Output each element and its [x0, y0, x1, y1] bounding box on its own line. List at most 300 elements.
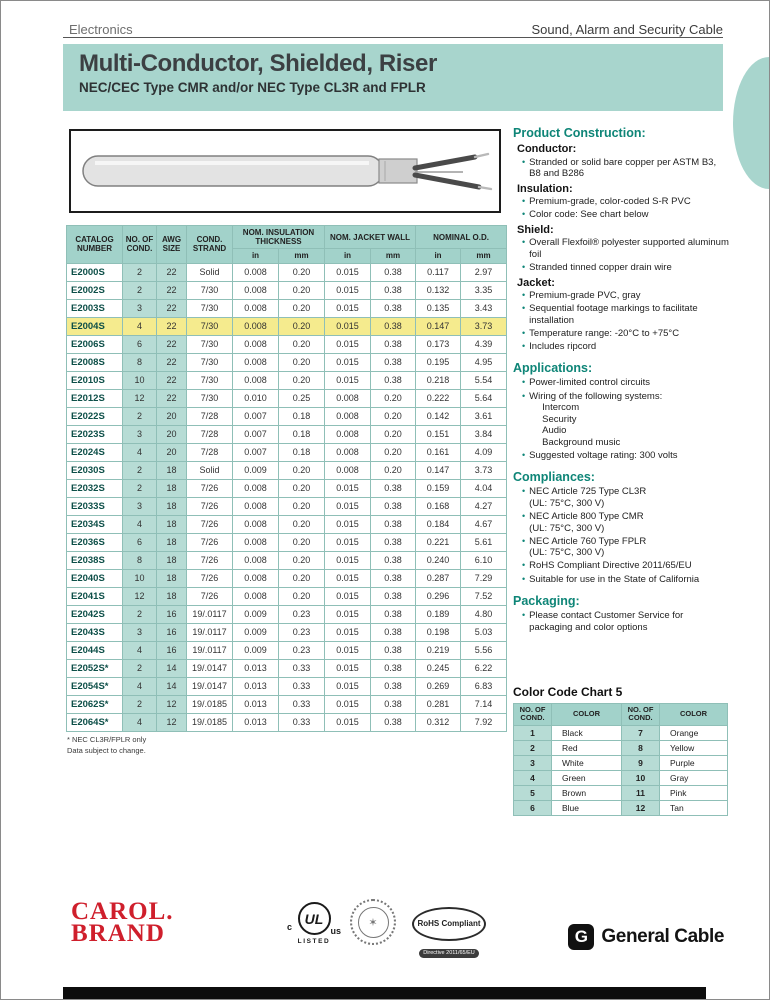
bullet-item	[522, 341, 729, 353]
spec-cell: 7/30	[187, 281, 233, 299]
cond-count-cell: 7	[622, 725, 660, 740]
table-row	[67, 695, 507, 713]
spec-cell: 0.008	[325, 443, 371, 461]
spec-cell: 12	[123, 587, 157, 605]
catalog-number-cell: E2022S	[67, 407, 123, 425]
table-row	[67, 299, 507, 317]
spec-cell: 0.135	[416, 299, 461, 317]
spec-cell: 6	[123, 335, 157, 353]
spec-cell: 0.015	[325, 335, 371, 353]
spec-cell: 20	[157, 443, 187, 461]
rohs-label: RoHS Compliant	[412, 907, 486, 941]
cond-count-cell: 12	[622, 800, 660, 815]
general-cable-icon: G	[568, 924, 594, 950]
spec-cell: 0.008	[233, 281, 279, 299]
color-code-chart	[513, 685, 729, 816]
catalog-number-cell: E2010S	[67, 371, 123, 389]
page-edge-tab	[733, 57, 769, 189]
spec-cell: 8	[123, 551, 157, 569]
table-row	[67, 515, 507, 533]
spec-cell: 4.09	[461, 443, 507, 461]
bullet-icon: •	[522, 340, 526, 351]
spec-cell: 19/.0117	[187, 623, 233, 641]
spec-cell: 0.184	[416, 515, 461, 533]
catalog-number-cell: E2023S	[67, 425, 123, 443]
bullet-icon: •	[522, 511, 526, 522]
spec-cell: 0.20	[279, 587, 325, 605]
bullet-item	[522, 237, 729, 260]
page-header	[63, 17, 723, 38]
color-name-cell: Black	[552, 725, 622, 740]
bullet-icon: •	[522, 610, 526, 621]
table-row	[67, 425, 507, 443]
bullet-subitem: Audio	[542, 425, 567, 437]
spec-cell: 3	[123, 425, 157, 443]
spec-cell: 0.20	[371, 443, 416, 461]
spec-cell: 0.38	[371, 353, 416, 371]
spec-cell: 7/28	[187, 407, 233, 425]
bullet-item	[522, 196, 729, 208]
spec-cell: 0.38	[371, 281, 416, 299]
spec-cell: 7.29	[461, 569, 507, 587]
cable-drawing-icon	[71, 131, 499, 211]
table-row	[67, 335, 507, 353]
spec-cell: 0.015	[325, 353, 371, 371]
spec-cell: 4.04	[461, 479, 507, 497]
spec-cell: 0.38	[371, 659, 416, 677]
spec-cell: 0.20	[279, 551, 325, 569]
spec-cell: 0.20	[279, 281, 325, 299]
bullet-icon: •	[522, 209, 526, 220]
col-header-insulation: NOM. INSULATION THICKNESS	[233, 226, 325, 249]
color-chart-title: Color Code Chart 5	[513, 685, 623, 699]
spec-cell: 0.015	[325, 569, 371, 587]
spec-cell: 0.20	[371, 407, 416, 425]
subcol-mm: mm	[371, 249, 416, 263]
spec-cell: 4	[123, 443, 157, 461]
spec-cell: 19/.0117	[187, 605, 233, 623]
spec-cell: 19/.0185	[187, 713, 233, 731]
bullet-text: NEC Article 800 Type CMR (UL: 75°C, 300 V)	[529, 511, 644, 534]
spec-cell: 0.015	[325, 515, 371, 533]
table-row	[67, 281, 507, 299]
bullet-subitem: Security	[542, 413, 577, 425]
spec-cell: 0.008	[325, 425, 371, 443]
spec-cell: 0.20	[279, 335, 325, 353]
spec-cell: 0.38	[371, 263, 416, 281]
cc-header-color: COLOR	[552, 704, 622, 726]
col-header-strand: COND. STRAND	[187, 226, 233, 264]
color-name-cell: Yellow	[660, 740, 728, 755]
spec-cell: 0.38	[371, 605, 416, 623]
spec-cell: 0.38	[371, 335, 416, 353]
spec-cell: 0.38	[371, 677, 416, 695]
spec-cell: 6	[123, 533, 157, 551]
spec-cell: 0.008	[325, 389, 371, 407]
spec-cell: 0.015	[325, 281, 371, 299]
subcol-in: in	[233, 249, 279, 263]
table-footnotes	[67, 734, 146, 757]
spec-cell: 0.38	[371, 641, 416, 659]
spec-cell: 3.61	[461, 407, 507, 425]
catalog-number-cell: E2012S	[67, 389, 123, 407]
catalog-number-cell: E2006S	[67, 335, 123, 353]
bullet-text: Premium-grade, color-coded S-R PVC	[529, 196, 691, 208]
bullet-item	[522, 560, 729, 572]
spec-cell: 3	[123, 497, 157, 515]
spec-cell: 18	[157, 461, 187, 479]
spec-cell: 7/26	[187, 587, 233, 605]
spec-cell: 0.173	[416, 335, 461, 353]
color-chart-body	[514, 725, 728, 815]
spec-cell: 0.015	[325, 695, 371, 713]
spec-cell: 0.015	[325, 479, 371, 497]
cc-header-color: COLOR	[660, 704, 728, 726]
cable-illustration	[69, 129, 501, 213]
bullet-item	[522, 303, 729, 326]
bullet-icon: •	[522, 237, 526, 248]
spec-cell: Solid	[187, 263, 233, 281]
bullet-text: NEC Article 725 Type CL3R (UL: 75°C, 300 V)	[529, 486, 647, 510]
spec-cell: 0.015	[325, 299, 371, 317]
catalog-number-cell: E2002S	[67, 281, 123, 299]
spec-table-header	[67, 226, 507, 264]
spec-cell: 0.222	[416, 389, 461, 407]
spec-cell: 7/26	[187, 479, 233, 497]
spec-cell: 0.20	[279, 353, 325, 371]
spec-cell: 22	[157, 371, 187, 389]
bullet-item	[522, 610, 729, 633]
cond-count-cell: 11	[622, 785, 660, 800]
header-category-label: Sound, Alarm and Security Cable	[531, 22, 723, 37]
spec-cell: 0.015	[325, 533, 371, 551]
table-row	[67, 407, 507, 425]
table-row	[67, 551, 507, 569]
spec-cell: 4.67	[461, 515, 507, 533]
bullet-item	[522, 377, 729, 389]
spec-cell: 16	[157, 623, 187, 641]
bullet-icon: •	[522, 535, 526, 546]
spec-cell: 0.20	[371, 389, 416, 407]
header-section-label: Electronics	[69, 22, 133, 37]
spec-cell: 7/30	[187, 353, 233, 371]
spec-cell: 0.20	[279, 263, 325, 281]
cc-header-cond: NO. OF COND.	[622, 704, 660, 726]
spec-cell: 0.296	[416, 587, 461, 605]
spec-cell: 2	[123, 281, 157, 299]
spec-cell: 22	[157, 353, 187, 371]
spec-cell: 0.38	[371, 317, 416, 335]
spec-cell: 0.117	[416, 263, 461, 281]
spec-cell: 0.008	[233, 587, 279, 605]
catalog-number-cell: E2052S*	[67, 659, 123, 677]
color-chart-table	[513, 703, 728, 816]
bullet-note: (UL: 75°C, 300 V)	[529, 547, 605, 559]
spec-cell: 4	[123, 677, 157, 695]
table-row	[67, 587, 507, 605]
spec-cell: 7/26	[187, 497, 233, 515]
catalog-number-cell: E2034S	[67, 515, 123, 533]
spec-cell: 7.52	[461, 587, 507, 605]
spec-cell: 0.008	[233, 371, 279, 389]
spec-cell: 19/.0117	[187, 641, 233, 659]
spec-cell: 0.008	[233, 263, 279, 281]
spec-cell: 0.008	[233, 497, 279, 515]
spec-cell: 2	[123, 605, 157, 623]
section-heading: Applications:	[513, 361, 593, 376]
bullet-text: Please contact Customer Service for packaging and color options	[529, 610, 684, 633]
spec-cell: 0.23	[279, 641, 325, 659]
bullet-subitem: Background music	[542, 436, 621, 448]
spec-cell: 18	[157, 587, 187, 605]
catalog-number-cell: E2062S*	[67, 695, 123, 713]
spec-cell: 18	[157, 515, 187, 533]
spec-cell: 2	[123, 695, 157, 713]
catalog-number-cell: E2041S	[67, 587, 123, 605]
bullet-icon: •	[522, 327, 526, 338]
bullet-note: (UL: 75°C, 300 V)	[529, 498, 605, 510]
color-name-cell: Tan	[660, 800, 728, 815]
spec-cell: 0.013	[233, 677, 279, 695]
spec-cell: 0.009	[233, 623, 279, 641]
spec-cell: 0.221	[416, 533, 461, 551]
spec-cell: 7.92	[461, 713, 507, 731]
spec-cell: 6.83	[461, 677, 507, 695]
spec-cell: 3.43	[461, 299, 507, 317]
spec-cell: 0.195	[416, 353, 461, 371]
bullet-icon: •	[522, 303, 526, 314]
spec-cell: 0.009	[233, 641, 279, 659]
catalog-number-cell: E2044S	[67, 641, 123, 659]
spec-cell: 10	[123, 371, 157, 389]
spec-cell: 0.009	[233, 461, 279, 479]
cond-count-cell: 9	[622, 755, 660, 770]
spec-cell: 4	[123, 713, 157, 731]
spec-cell: 0.147	[416, 461, 461, 479]
ul-us-label: us	[330, 926, 341, 936]
spec-cell: 0.008	[233, 533, 279, 551]
col-header-catalog: CATALOG NUMBER	[67, 226, 123, 264]
catalog-number-cell: E2030S	[67, 461, 123, 479]
spec-cell: 12	[123, 389, 157, 407]
spec-cell: 0.25	[279, 389, 325, 407]
bullet-text: NEC Article 760 Type FPLR (UL: 75°C, 300 V)	[529, 535, 647, 559]
spec-cell: 0.015	[325, 713, 371, 731]
spec-cell: 0.015	[325, 263, 371, 281]
section-heading: Product Construction:	[513, 126, 646, 140]
spec-cell: 0.198	[416, 623, 461, 641]
spec-cell: 0.38	[371, 569, 416, 587]
spec-cell: 0.218	[416, 371, 461, 389]
bullet-text: Overall Flexfoil® polyester supported aluminum foil	[529, 237, 729, 260]
table-row	[67, 713, 507, 731]
spec-cell: 0.20	[279, 299, 325, 317]
spec-cell: 0.38	[371, 515, 416, 533]
cond-count-cell: 3	[514, 755, 552, 770]
spec-cell: 0.015	[325, 677, 371, 695]
spec-cell: 22	[157, 281, 187, 299]
spec-cell: 22	[157, 317, 187, 335]
spec-cell: 7/30	[187, 389, 233, 407]
section-heading: Compliances:	[513, 470, 595, 485]
bullet-text: Suitable for use in the State of California	[529, 573, 700, 585]
bullet-item	[522, 574, 729, 586]
catalog-number-cell: E2003S	[67, 299, 123, 317]
bullet-note: (UL: 75°C, 300 V)	[529, 522, 605, 534]
spec-cell: 0.38	[371, 533, 416, 551]
color-name-cell: White	[552, 755, 622, 770]
catalog-number-cell: E2064S*	[67, 713, 123, 731]
bullet-item	[522, 262, 729, 274]
spec-cell: 0.20	[279, 461, 325, 479]
spec-cell: 0.142	[416, 407, 461, 425]
spec-cell: 3	[123, 623, 157, 641]
table-row	[67, 371, 507, 389]
spec-cell: 0.008	[233, 569, 279, 587]
cond-count-cell: 4	[514, 770, 552, 785]
spec-cell: 7/28	[187, 443, 233, 461]
title-banner	[63, 44, 723, 111]
catalog-number-cell: E2036S	[67, 533, 123, 551]
spec-cell: 7/30	[187, 299, 233, 317]
spec-cell: 7/26	[187, 515, 233, 533]
table-row	[67, 623, 507, 641]
spec-cell: 12	[157, 695, 187, 713]
spec-cell: 18	[157, 479, 187, 497]
spec-cell: 0.168	[416, 497, 461, 515]
spec-cell: 0.015	[325, 605, 371, 623]
spec-cell: 0.008	[233, 353, 279, 371]
general-cable-logo	[568, 924, 724, 950]
spec-cell: 19/.0185	[187, 695, 233, 713]
table-row	[67, 677, 507, 695]
cond-count-cell: 6	[514, 800, 552, 815]
bullet-icon: •	[522, 573, 526, 584]
spec-cell: 0.015	[325, 623, 371, 641]
color-chart-row	[514, 770, 728, 785]
bullet-icon: •	[522, 560, 526, 571]
spec-cell: 0.009	[233, 605, 279, 623]
spec-cell: 16	[157, 641, 187, 659]
footnote: Data subject to change.	[67, 746, 146, 756]
ul-listed-mark	[285, 902, 343, 958]
ul-listed-label: LISTED	[297, 938, 331, 945]
catalog-number-cell: E2043S	[67, 623, 123, 641]
spec-cell: 0.007	[233, 425, 279, 443]
spec-cell: 2	[123, 479, 157, 497]
spec-cell: 4	[123, 317, 157, 335]
spec-cell: 0.015	[325, 659, 371, 677]
spec-cell: 5.64	[461, 389, 507, 407]
table-row	[67, 479, 507, 497]
bullet-text: Includes ripcord	[529, 340, 597, 352]
col-header-od: NOMINAL O.D.	[416, 226, 507, 249]
bullet-text: Premium-grade PVC, gray	[529, 290, 641, 302]
bullet-item	[522, 209, 729, 221]
color-name-cell: Orange	[660, 725, 728, 740]
spec-cell: 0.38	[371, 695, 416, 713]
table-row	[67, 443, 507, 461]
bullet-item	[522, 391, 729, 449]
spec-cell: 22	[157, 263, 187, 281]
spec-cell: 0.245	[416, 659, 461, 677]
table-row	[67, 605, 507, 623]
color-name-cell: Purple	[660, 755, 728, 770]
spec-cell: 0.015	[325, 497, 371, 515]
spec-cell: 14	[157, 659, 187, 677]
bullet-icon: •	[522, 261, 526, 272]
bullet-icon: •	[522, 290, 526, 301]
catalog-number-cell: E2008S	[67, 353, 123, 371]
spec-cell: 4.39	[461, 335, 507, 353]
bullet-icon: •	[522, 377, 526, 388]
spec-cell: 0.159	[416, 479, 461, 497]
rohs-badge	[410, 907, 488, 959]
table-row	[67, 659, 507, 677]
cond-count-cell: 1	[514, 725, 552, 740]
bullet-item	[522, 157, 729, 180]
spec-cell: 0.33	[279, 677, 325, 695]
spec-cell: 0.015	[325, 641, 371, 659]
spec-cell: 19/.0147	[187, 659, 233, 677]
right-column-blocks	[513, 126, 729, 635]
subsection-heading: Conductor:	[517, 143, 577, 155]
bullet-item	[522, 511, 729, 534]
page-subtitle: NEC/CEC Type CMR and/or NEC Type CL3R and FPLR	[79, 80, 426, 96]
spec-cell: 0.33	[279, 659, 325, 677]
rohs-directive-label: Directive 2011/65/EU	[419, 949, 479, 958]
spec-cell: 0.008	[233, 317, 279, 335]
cond-count-cell: 2	[514, 740, 552, 755]
spec-cell: 0.189	[416, 605, 461, 623]
spec-cell: 0.20	[279, 515, 325, 533]
spec-cell: 0.18	[279, 443, 325, 461]
spec-cell: 18	[157, 497, 187, 515]
spec-cell: 7/30	[187, 335, 233, 353]
spec-cell: 0.161	[416, 443, 461, 461]
catalog-number-cell: E2004S	[67, 317, 123, 335]
spec-cell: 0.013	[233, 713, 279, 731]
bullet-item	[522, 290, 729, 302]
spec-cell: 0.20	[279, 533, 325, 551]
spec-cell: 0.38	[371, 713, 416, 731]
ul-logo-icon: UL	[298, 902, 331, 935]
bullet-text: Color code: See chart below	[529, 209, 649, 221]
catalog-number-cell: E2000S	[67, 263, 123, 281]
bullet-text: Wiring of the following systems: Intercom Security Audio Background music	[529, 391, 729, 449]
spec-cell: 0.007	[233, 407, 279, 425]
cond-count-cell: 8	[622, 740, 660, 755]
subcol-mm: mm	[279, 249, 325, 263]
carol-brand-logo	[71, 898, 174, 947]
spec-cell: 3	[123, 299, 157, 317]
certification-stamp-icon	[350, 899, 396, 945]
carol-brand-line2: BRAND	[71, 920, 165, 947]
spec-cell: 16	[157, 605, 187, 623]
spec-cell: 0.20	[279, 317, 325, 335]
cond-count-cell: 5	[514, 785, 552, 800]
spec-cell: 2	[123, 461, 157, 479]
bullet-text: Temperature range: -20°C to +75°C	[529, 327, 680, 339]
spec-cell: 0.38	[371, 623, 416, 641]
spec-cell: 0.38	[371, 551, 416, 569]
catalog-number-cell: E2024S	[67, 443, 123, 461]
spec-cell: 4.95	[461, 353, 507, 371]
bullet-text: Stranded or solid bare copper per ASTM B3, B8 and B286	[529, 156, 717, 180]
spec-cell: 0.008	[233, 299, 279, 317]
color-name-cell: Pink	[660, 785, 728, 800]
table-row	[67, 461, 507, 479]
